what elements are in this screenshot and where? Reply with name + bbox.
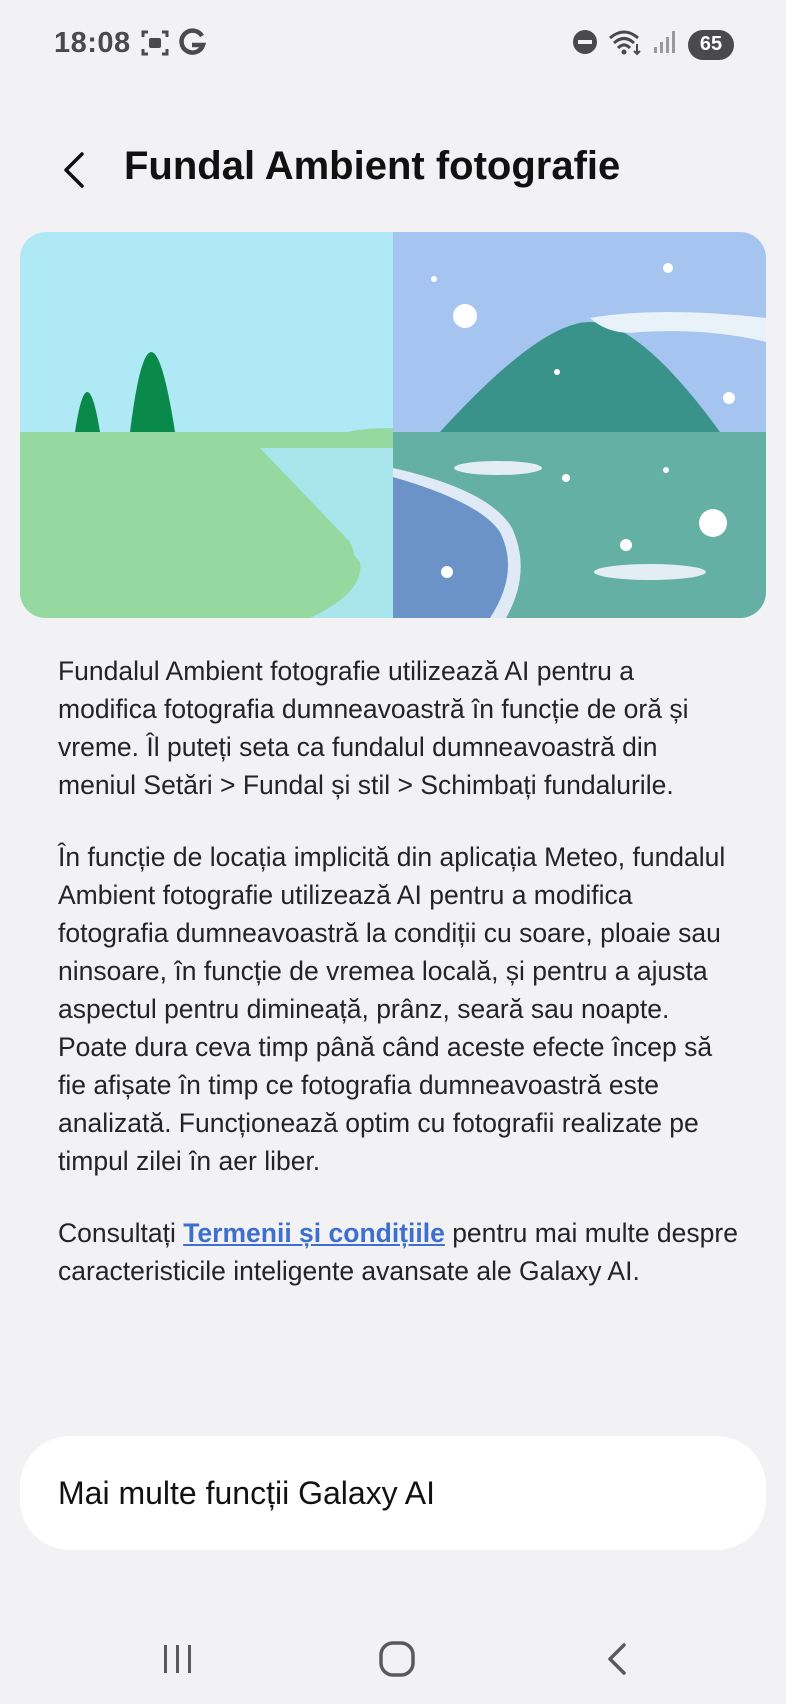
chevron-left-icon bbox=[52, 140, 96, 200]
description-paragraph-1: Fundalul Ambient fotografie utilizează AI pentru a modifica fotografia dumneavoastră în funcție de oră și vreme. Îl puteți seta ca fundalul dumneavoastră din meniul Setări > Fundal și stil > Schimbați fundalurile. bbox=[58, 656, 689, 800]
status-left-icons bbox=[140, 28, 206, 63]
terms-link[interactable]: Termenii și condițiile bbox=[183, 1218, 445, 1248]
description bbox=[58, 652, 738, 1324]
description-paragraph-2: În funcție de locația implicită din aplicația Meteo, fundalul Ambient fotografie utilizează AI pentru a modifica fotografia dumneavoastră la condiții cu soare, ploaie sau ninsoare, în funcție de vremea locală, și pentru a ajusta aspectul pentru dimineață, prânz, seară sau noapte. Poate dura ceva timp până când aceste efecte încep să fie afișate în timp ce fotografia dumneavoastră este analizată. Funcționează optim cu fotografii realizate pe timpul zilei în aer liber. bbox=[58, 842, 726, 1176]
more-galaxy-ai-button[interactable] bbox=[20, 1436, 766, 1550]
home-icon bbox=[377, 1639, 417, 1679]
do-not-disturb-icon bbox=[572, 29, 598, 60]
status-bar bbox=[0, 0, 786, 90]
back-button[interactable] bbox=[52, 140, 96, 200]
recents-icon bbox=[158, 1641, 198, 1677]
home-button[interactable] bbox=[367, 1634, 427, 1684]
signal-icon bbox=[652, 29, 678, 60]
wifi-icon bbox=[608, 28, 642, 61]
battery-indicator: 65 bbox=[688, 30, 734, 60]
status-right-icons bbox=[572, 28, 734, 61]
hero-illustration bbox=[20, 232, 766, 618]
back-icon bbox=[598, 1639, 638, 1679]
page-title: Fundal Ambient fotografie bbox=[124, 144, 621, 188]
terms-suffix: pentru mai multe despre caracteristicile inteligente avansate ale Galaxy AI. bbox=[58, 1218, 738, 1286]
google-g-icon bbox=[178, 28, 206, 63]
status-time: 18:08 bbox=[54, 27, 131, 59]
header bbox=[0, 130, 786, 210]
recents-button[interactable] bbox=[148, 1634, 208, 1684]
more-galaxy-ai-label: Mai multe funcții Galaxy AI bbox=[58, 1474, 436, 1511]
nav-back-button[interactable] bbox=[588, 1634, 648, 1684]
description-paragraph-3 bbox=[58, 1214, 738, 1290]
navigation-bar bbox=[0, 1612, 786, 1704]
terms-prefix: Consultați bbox=[58, 1218, 184, 1248]
screenshot-icon bbox=[140, 28, 170, 63]
